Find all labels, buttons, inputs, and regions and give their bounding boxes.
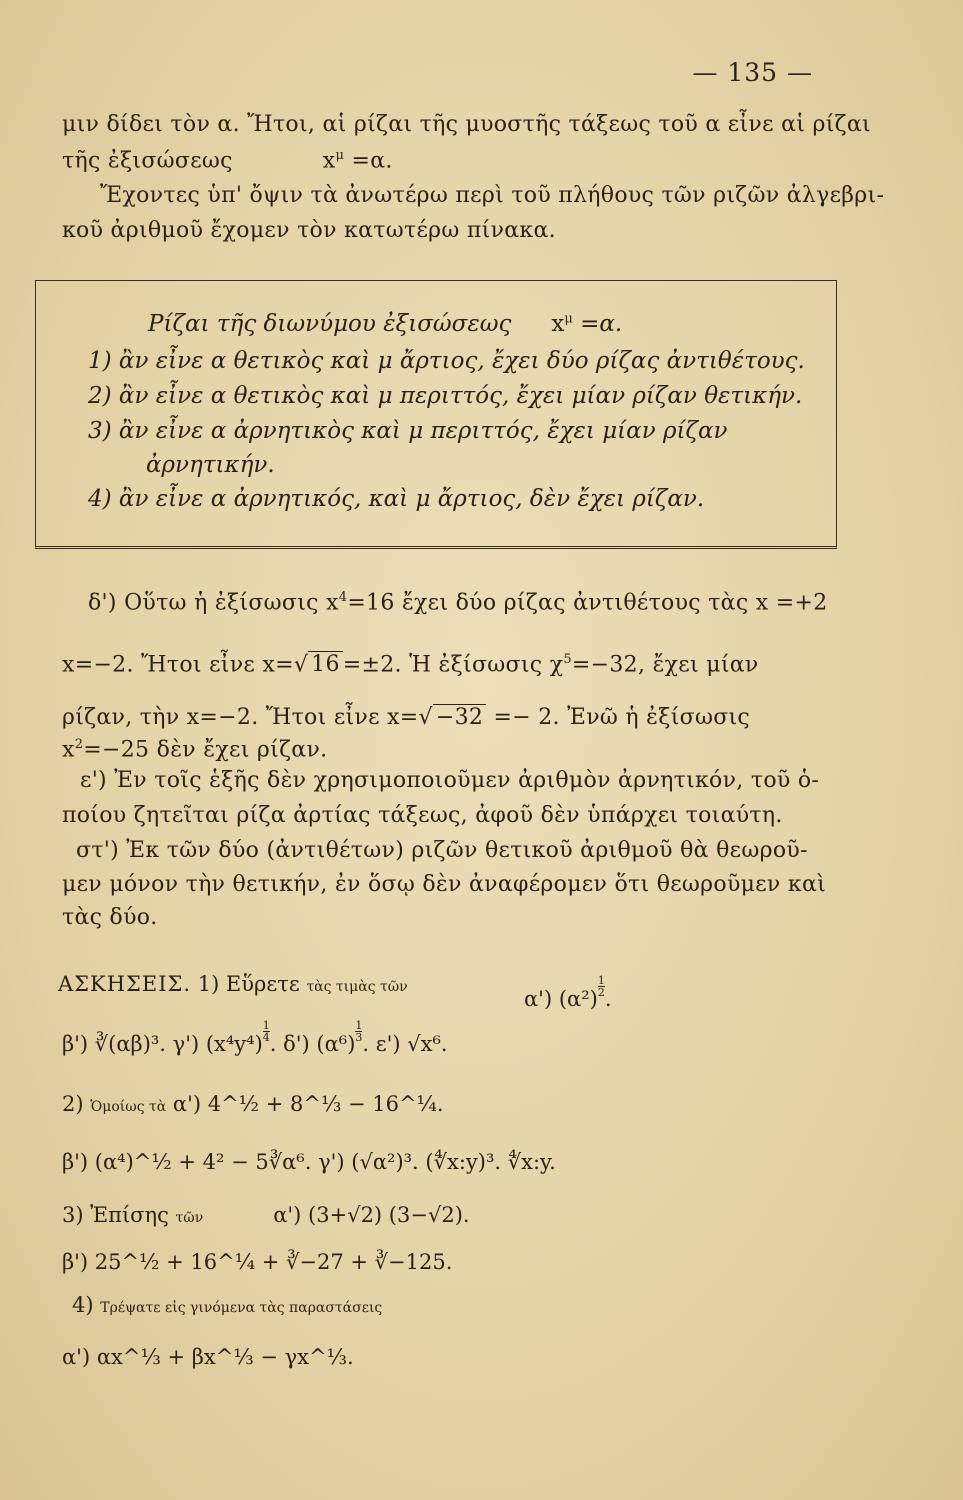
table-row: 3) ἂν εἶνε α ἀρνητικὸς καὶ μ περιττός, ἔχει μίαν ρίζαν xyxy=(88,418,728,444)
table-row: ἀρνητικήν. xyxy=(146,452,275,478)
table-row: 1) ἂν εἶνε α θετικὸς καὶ μ ἄρτιος, ἔχει δύο ρίζας ἀντιθέτους. xyxy=(88,348,805,374)
exercises-heading: ΑΣΚΗΣΕΙΣ. 1) Εὕρετε τὰς τιμὰς τῶν xyxy=(58,972,408,996)
text-line: στ') Ἐκ τῶν δύο (ἀντιθέτων) ριζῶν θετικοῦ ἀριθμοῦ θὰ θεωροῦ- xyxy=(76,838,808,863)
table-row: 2) ἂν εἶνε α θετικὸς καὶ μ περιττός, ἔχει μίαν ρίζαν θετικήν. xyxy=(88,383,803,409)
text-line: μιν δίδει τὸν α. Ἤτοι, αἱ ρίζαι τῆς μυοστῆς τάξεως τοῦ α εἶνε αἱ ρίζαι xyxy=(62,112,871,137)
table-row: 4) ἂν εἶνε α ἀρνητικός, καὶ μ ἄρτιος, δὲν ἔχει ρίζαν. xyxy=(88,486,705,512)
text-line: τὰς δύο. xyxy=(62,905,158,930)
exercise-item: β') 25^½ + 16^¼ + ∛−27 + ∛−125. xyxy=(62,1250,453,1274)
exercise-item: 4) Τρέψατε εἰς γινόμενα τὰς παραστάσεις xyxy=(72,1293,383,1317)
roots-table-box xyxy=(35,280,837,549)
text-line: μεν μόνον τὴν θετικήν, ἐν ὅσῳ δὲν ἀναφέρομεν ὅτι θεωροῦμεν καὶ xyxy=(62,872,827,897)
exercise-item: α') (α²) $\frac{1}{2}$ . xyxy=(524,974,612,1011)
text-line: δ') Οὕτω ἡ ἐξίσωσις $x^4=16$ ἔχει δύο ρίζας ἀντιθέτους τὰς x =+2 xyxy=(88,590,828,616)
table-title: Ρίζαι τῆς διωνύμου ἐξισώσεως $x^\mu =\alpha$. xyxy=(148,311,623,337)
text-line: Ἔχοντες ὑπ' ὄψιν τὰ ἀνωτέρω περὶ τοῦ πλήθους τῶν ριζῶν ἀλγεβρι- xyxy=(100,183,885,208)
text-line: ρίζαν, τὴν x=−2. Ἤτοι εἶνε x=√ −32 =− 2. Ἐνῶ ἡ ἐξίσωσις xyxy=(62,705,751,730)
text-line: κοῦ ἀριθμοῦ ἔχομεν τὸν κατωτέρω πίνακα. xyxy=(62,218,556,243)
text-line: ποίου ζητεῖται ρίζα ἀρτίας τάξεως, ἀφοῦ δὲν ὑπάρχει τοιαύτη. xyxy=(62,803,783,828)
page-number: — 135 — xyxy=(692,58,813,87)
exercise-item: 3) Ἐπίσης τῶν α') (3+√2) (3−√2). xyxy=(62,1203,470,1227)
exercise-item: β') ∛(αβ)³. γ') (x⁴y⁴) $\frac{1}{4}$ . δ') (α⁶) $\frac{1}{3}$ . ε') √x⁶. xyxy=(62,1019,448,1056)
exercise-item: 2) Ὁμοίως τὰ α') 4^½ + 8^⅓ − 16^¼. xyxy=(62,1092,444,1116)
text-line: τῆς ἐξισώσεως $x^\mu =\alpha$. xyxy=(62,148,393,174)
text-line: x=−2. Ἤτοι εἶνε x=√ 16 =±2. Ἡ ἐξίσωσις $\chi^5=-32$, ἔχει μίαν xyxy=(62,652,759,678)
exercise-item: β') (α⁴)^½ + 4² − 5∛α⁶. γ') (√α²)³. (∜x:y)³. ∜x:y. xyxy=(62,1150,556,1174)
exercise-item: α') αx^⅓ + βx^⅓ − γx^⅓. xyxy=(62,1345,354,1369)
text-line: $x^2=-25$ δὲν ἔχει ρίζαν. xyxy=(62,737,328,763)
text-line: ε') Ἐν τοῖς ἑξῆς δὲν χρησιμοποιοῦμεν ἀριθμὸν ἀρνητικόν, τοῦ ὁ- xyxy=(80,768,820,793)
